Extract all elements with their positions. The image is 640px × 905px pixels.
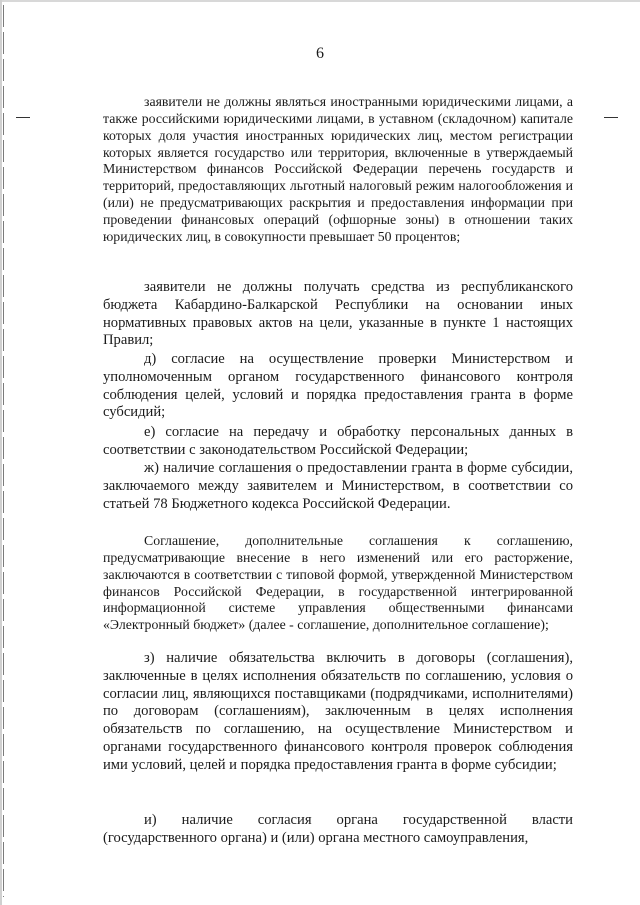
paragraph: ж) наличие соглашения о предоставлении гранта в форме субсидии, заключаемого между заявителем и Министерством, в соответствии со статьей 78 Бюджетного кодекса Российской Федерации. (103, 460, 573, 512)
paragraph-block (103, 533, 573, 641)
margin-line (3, 5, 4, 897)
paragraph-block (103, 94, 573, 253)
page-number: 6 (316, 45, 324, 62)
paragraph: заявители не должны являться иностранными юридическими лицами, а также российскими юридическими лицами, в уставном (складочном) капитале которых доля участия иностранных юридических лиц, местом регистрации которых является государство или территория, включенные в утверждаемый Министерством финансов Российской Федерации перечень государств и территорий, предоставляющих льготный налоговый режим налогообложения и (или) не предусматривающих раскрытия и предоставления информации при проведении финансовых операций (офшорные зоны) в отношении таких юридических лиц, в совокупности превышает 50 процентов; (103, 94, 573, 244)
paragraph-block (103, 650, 573, 780)
paragraph: е) согласие на передачу и обработку персональных данных в соответствии с законодательством Российской Федерации; (103, 424, 573, 458)
margin-dash-left (16, 117, 30, 118)
paragraph: з) наличие обязательства включить в договоры (соглашения), заключенные в целях исполнения обязательств по соглашению, условия о согласии лиц, являющихся поставщиками (подрядчиками, исполнителями) по договорам (соглашениям), заключенным в целях исполнения обязательств по соглашению, на осуществление Министерством и органами государственного финансового контроля проверок соблюдения ими условий, целей и порядка предоставления гранта в форме субсидии; (103, 650, 573, 773)
paragraph: д) согласие на осуществление проверки Министерством и уполномоченным органом государственного финансового контроля соблюдения целей, условий и порядка предоставления гранта в форме субсидий; (103, 351, 573, 421)
paragraph-block (103, 812, 573, 848)
paragraph-block (103, 351, 573, 421)
paragraph: Соглашение, дополнительные соглашения к соглашению, предусматривающие внесение в него изменений или его расторжение, заключаются в соответствии с типовой формой, утвержденной Министерством финансов Российской Федерации, в государственной интегрированной информационной системе управления общественными финансами «Электронный бюджет» (далее - соглашение, дополнительное соглашение); (103, 533, 573, 633)
paragraph-block (103, 424, 573, 460)
scan-edge-top (0, 0, 640, 2)
paragraph: заявители не должны получать средства из республиканского бюджета Кабардино-Балкарской Республики на основании иных нормативных правовых актов на цели, указанные в пункте 1 настоящих Правил; (103, 279, 573, 349)
paragraph-block (103, 279, 573, 349)
paragraph: и) наличие согласия органа государственной власти (государственного органа) и (или) органа местного самоуправления, (103, 812, 573, 846)
paragraph-block (103, 460, 573, 530)
scan-edge-left (0, 0, 2, 905)
margin-dash-right (604, 117, 618, 118)
